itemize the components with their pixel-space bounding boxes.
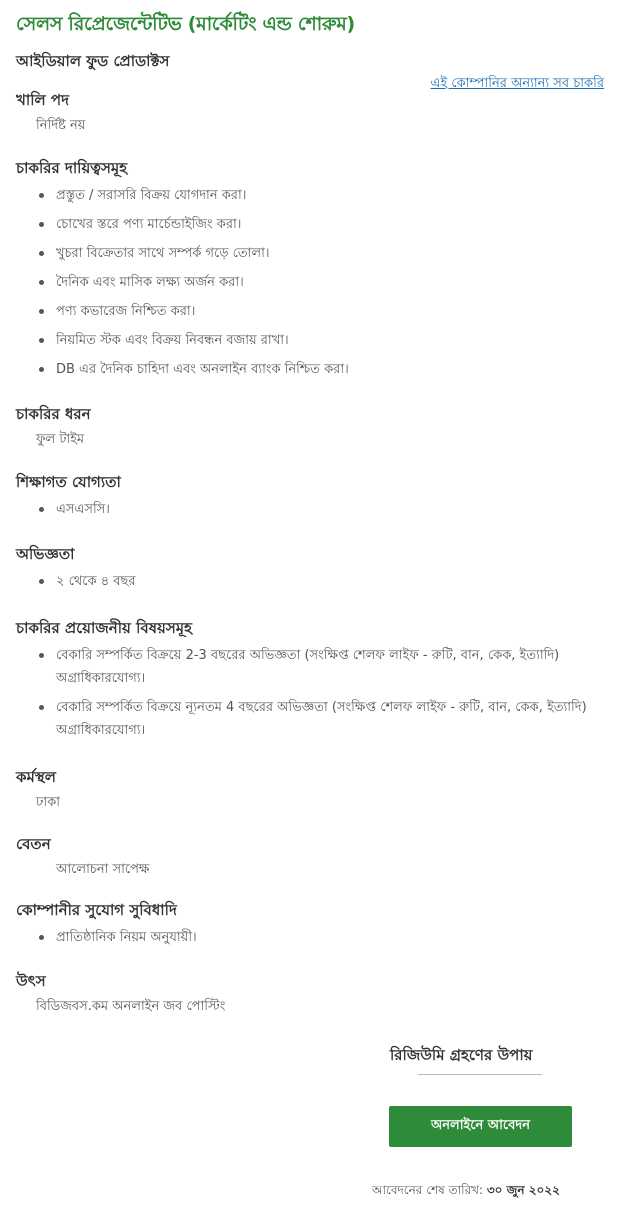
section-experience <box>16 544 606 599</box>
list-item: বেকারি সম্পর্কিত বিক্রয়ে ন্যূনতম 4 বছরের অভিজ্ঞতা (সংক্ষিপ্ত শেলফ লাইফ - রুটি, বান, কেক, ইত্যাদি) অগ্রাধিকারযোগ্য। <box>56 696 606 742</box>
list-item: খুচরা বিক্রেতার সাথে সম্পর্ক গড়ে তোলা। <box>56 242 606 265</box>
divider <box>418 1074 542 1075</box>
list-item: পণ্য কভারেজ নিশ্চিত করা। <box>56 300 606 323</box>
section-heading: বেতন <box>16 835 51 853</box>
section-heading: চাকরির প্রয়োজনীয় বিষয়সমূহ <box>16 619 192 637</box>
job-title: সেলস রিপ্রেজেন্টেটিভ (মার্কেটিং এন্ড শোরুম) <box>16 13 355 35</box>
requirements-list <box>16 644 606 742</box>
job-type-value: ফুল টাইম <box>36 432 85 447</box>
location-value: ঢাকা <box>36 795 60 810</box>
section-heading: খালি পদ <box>16 91 69 109</box>
deadline-date: ৩০ জুন ২০২২ <box>486 1183 560 1197</box>
section-responsibilities <box>16 158 606 387</box>
section-heading: কোম্পানীর সুযোগ সুবিধাদি <box>16 901 177 919</box>
section-heading: অভিজ্ঞতা <box>16 545 75 563</box>
other-jobs-link[interactable]: এই কোম্পানির অন্যান্য সব চাকরি <box>430 76 604 91</box>
list-item: নিয়মিত স্টক এবং বিক্রয় নিবন্ধন বজায় রাখা। <box>56 329 606 352</box>
section-source <box>16 971 606 1017</box>
vacancy-value: নির্দিষ্ট নয় <box>36 118 86 133</box>
section-heading: শিক্ষাগত যোগ্যতা <box>16 473 121 491</box>
list-item: প্রাতিষ্ঠানিক নিয়ম অনুযায়ী। <box>56 926 606 949</box>
benefits-list <box>16 926 606 949</box>
list-item: চোখের স্তরে পণ্য মার্চেন্ডাইজিং করা। <box>56 213 606 236</box>
education-list <box>16 498 606 521</box>
responsibilities-list <box>16 184 606 381</box>
company-name: আইডিয়াল ফুড প্রোডাক্টস <box>16 52 170 70</box>
section-heading: চাকরির দায়িত্বসমূহ <box>16 159 128 177</box>
experience-list <box>16 570 606 593</box>
section-requirements <box>16 618 606 748</box>
list-item: ২ থেকে ৪ বছর <box>56 570 606 593</box>
list-item: এসএসসি। <box>56 498 606 521</box>
section-education <box>16 472 606 527</box>
resume-receiving-heading: রিজিউমি গ্রহণের উপায় <box>390 1046 533 1064</box>
list-item: প্রস্তুত / সরাসরি বিক্রয় যোগদান করা। <box>56 184 606 207</box>
section-heading: চাকরির ধরন <box>16 405 91 423</box>
list-item: DB এর দৈনিক চাহিদা এবং অনলাইন ব্যাংক নিশ্চিত করা। <box>56 358 606 381</box>
list-item: বেকারি সম্পর্কিত বিক্রয়ে 2-3 বছরের অভিজ্ঞতা (সংক্ষিপ্ত শেলফ লাইফ - রুটি, বান, কেক, ইত্যাদি) অগ্রাধিকারযোগ্য। <box>56 644 606 690</box>
section-salary <box>16 834 606 880</box>
section-heading: কর্মস্থল <box>16 768 56 786</box>
section-heading: উৎস <box>16 972 46 990</box>
source-value: বিডিজবস.কম অনলাইন জব পোস্টিং <box>36 999 226 1014</box>
application-deadline <box>372 1182 560 1202</box>
section-benefits <box>16 900 606 955</box>
section-vacancy <box>16 90 606 136</box>
deadline-label: আবেদনের শেষ তারিখ: <box>372 1183 484 1197</box>
section-job-type <box>16 404 606 450</box>
apply-online-button[interactable]: অনলাইনে আবেদন <box>389 1106 572 1147</box>
salary-value: আলোচনা সাপেক্ষ <box>56 862 150 877</box>
list-item: দৈনিক এবং মাসিক লক্ষ্য অর্জন করা। <box>56 271 606 294</box>
section-location <box>16 767 606 813</box>
